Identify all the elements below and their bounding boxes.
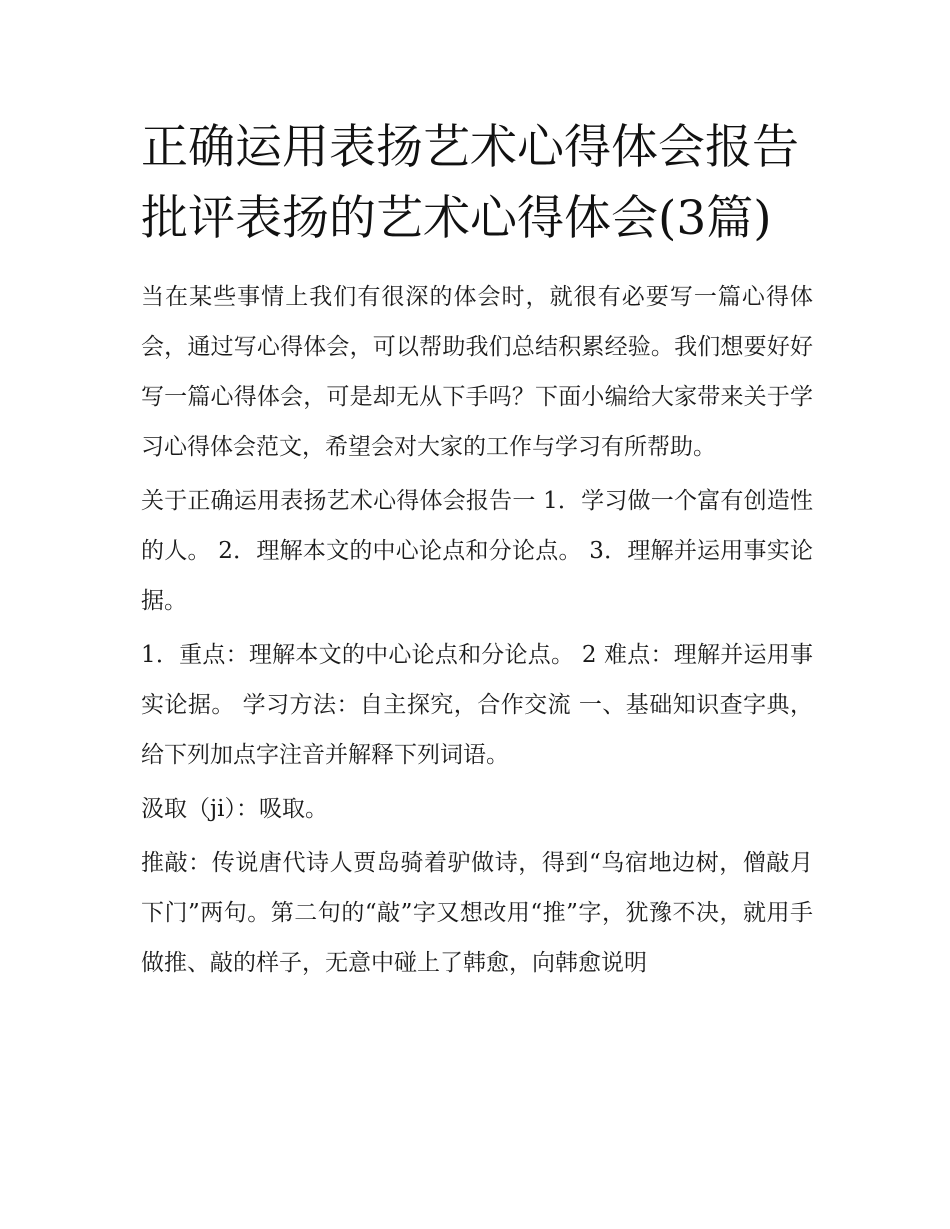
document-content xyxy=(141,112,813,992)
paragraph-definition-jiqu: 汲取（ji）：吸取。 xyxy=(141,796,328,822)
paragraph-report-one: 关于正确运用表扬艺术心得体会报告一 1．学习做一个富有创造性的人。 2．理解本文的中心论点和分论点。 3．理解并运用事实论据。 xyxy=(141,488,813,614)
paragraph-intro: 当在某些事情上我们有很深的体会时，就很有必要写一篇心得体会，通过写心得体会，可以帮助我们总结积累经验。我们想要好好写一篇心得体会，可是却无从下手吗？下面小编给大家带来关于学习心得体会范文，希望会对大家的工作与学习有所帮助。 xyxy=(141,284,813,460)
document-title: 正确运用表扬艺术心得体会报告 批评表扬的艺术心得体会(3篇) xyxy=(141,120,799,246)
paragraph-key-points: 1．重点：理解本文的中心论点和分论点。 2 难点：理解并运用事实论据。 学习方法：自主探究，合作交流 一、基础知识查字典，给下列加点字注音并解释下列词语。 xyxy=(141,642,813,768)
paragraph-definition-tuiqiao: 推敲：传说唐代诗人贾岛骑着驴做诗，得到“鸟宿地边树，僧敲月下门”两句。第二句的“敲”字又想改用“推”字，犹豫不决，就用手做推、敲的样子，无意中碰上了韩愈，向韩愈说明 xyxy=(141,850,813,976)
document-body xyxy=(141,272,813,988)
